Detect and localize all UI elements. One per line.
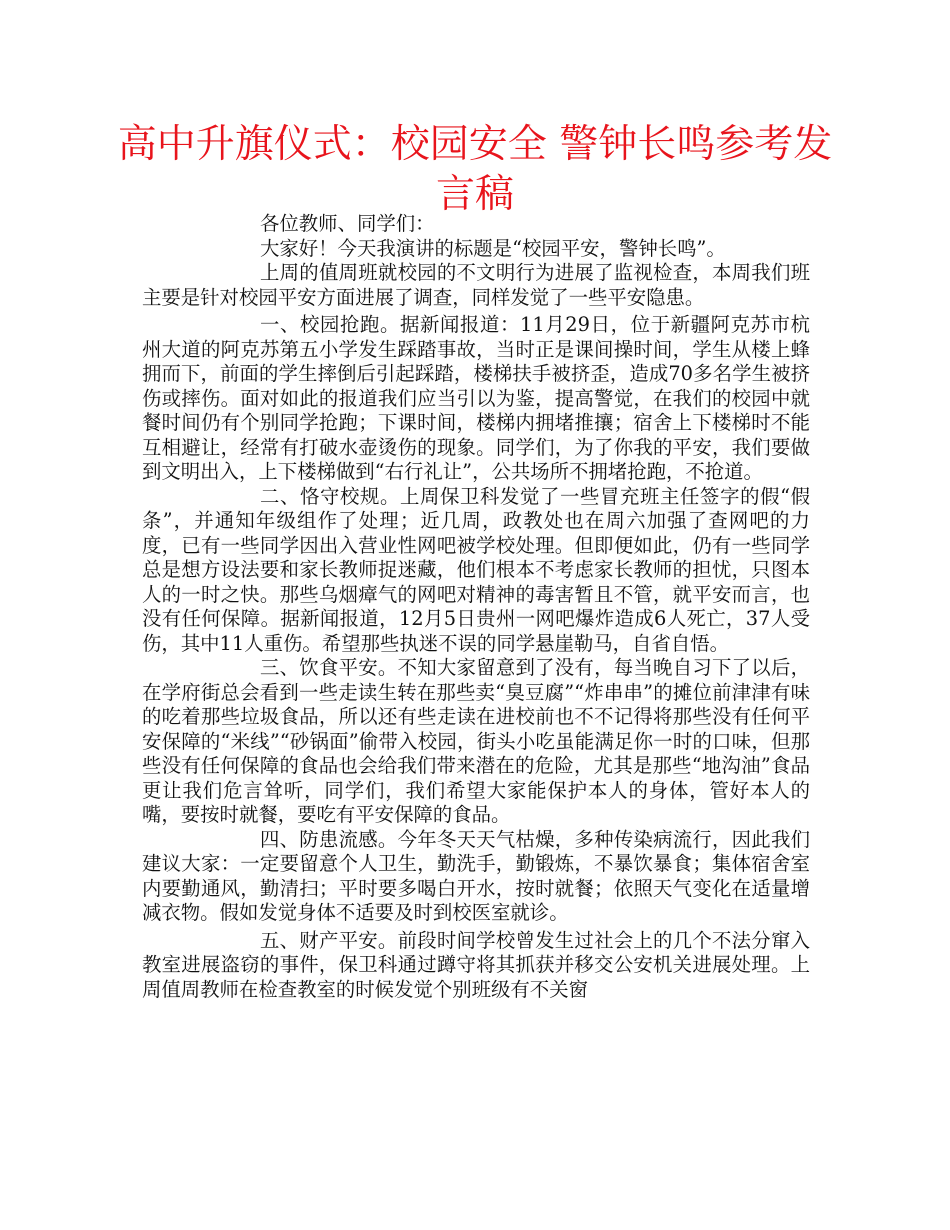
section-property-safety: 五、财产平安。前段时间学校曾发生过社会上的几个不法分窜入教室进展盗窃的事件，保卫科通过蹲守将其抓获并移交公安机关进展处理。上周值周教师在检查教室的时候发觉个别班级有不关窗 bbox=[142, 928, 810, 1001]
section-campus-running: 一、校园抢跑。据新闻报道：11月29日，位于新疆阿克苏市杭州大道的阿克苏第五小学发生踩踏事故，当时正是课间操时间，学生从楼上蜂拥而下，前面的学生摔倒后引起踩踏，楼梯扶手被挤歪，造成70多名学生被挤伤或摔伤。面对如此的报道我们应当引以为鉴，提高警觉，在我们的校园中就餐时间仍有个别同学抢跑；下课时间，楼梯内拥堵推攘；宿舍上下楼梯时不能互相避让，经常有打破水壶烫伤的现象。同学们，为了你我的平安，我们要做到文明出入，上下楼梯做到“右行礼让”，公共场所不拥堵抢跑，不抢道。 bbox=[142, 313, 810, 483]
section-school-rules: 二、恪守校规。上周保卫科发觉了一些冒充班主任签字的假“假条”，并通知年级组作了处理；近几周，政教处也在周六加强了查网吧的力度，已有一些同学因出入营业性网吧被学校处理。但即便如此，仍有一些同学总是想方设法要和家长教师捉迷藏，他们根本不考虑家长教师的担忧，只图本人的一时之快。那些乌烟瘴气的网吧对精神的毒害暂且不管，就平安而言，也没有任何保障。据新闻报道，12月5日贵州一网吧爆炸造成6人死亡，37人受伤，其中11人重伤。希望那些执迷不误的同学悬崖勒马，自省自悟。 bbox=[142, 484, 810, 655]
intro-paragraph: 上周的值周班就校园的不文明行为进展了监视检查，本周我们班主要是针对校园平安方面进展了调查，同样发觉了一些平安隐患。 bbox=[142, 261, 810, 309]
document-title: 高中升旗仪式：校园安全 警钟长鸣参考发言稿 bbox=[117, 122, 833, 217]
greeting-paragraph: 大家好！今天我演讲的标题是“校园平安，警钟长鸣”。 bbox=[260, 236, 726, 260]
section-food-safety: 三、饮食平安。不知大家留意到了没有，每当晚自习下了以后，在学府街总会看到一些走读生转在那些卖“臭豆腐”“炸串串”的摊位前津津有味的吃着那些垃圾食品，所以还有些走读在进校前也不不记得将那些没有任何平安保障的“米线”“砂锅面”偷带入校园，街头小吃虽能满足你一时的口味，但那些没有任何保障的食品也会给我们带来潜在的危险，尤其是那些“地沟油”食品更让我们危言耸听，同学们，我们希望大家能保护本人的身体，管好本人的嘴，要按时就餐，要吃有平安保障的食品。 bbox=[142, 656, 810, 826]
salutation: 各位教师、同学们： bbox=[260, 212, 435, 235]
section-flu-prevention: 四、防患流感。今年冬天天气枯燥，多种传染病流行，因此我们建议大家：一定要留意个人卫生，勤洗手，勤锻炼，不暴饮暴食；集体宿舍室内要勤通风，勤清扫；平时要多喝白开水，按时就餐；依照天气变化在适量增减衣物。假如发觉身体不适要及时到校医室就诊。 bbox=[142, 827, 810, 924]
document-body bbox=[142, 212, 810, 1002]
